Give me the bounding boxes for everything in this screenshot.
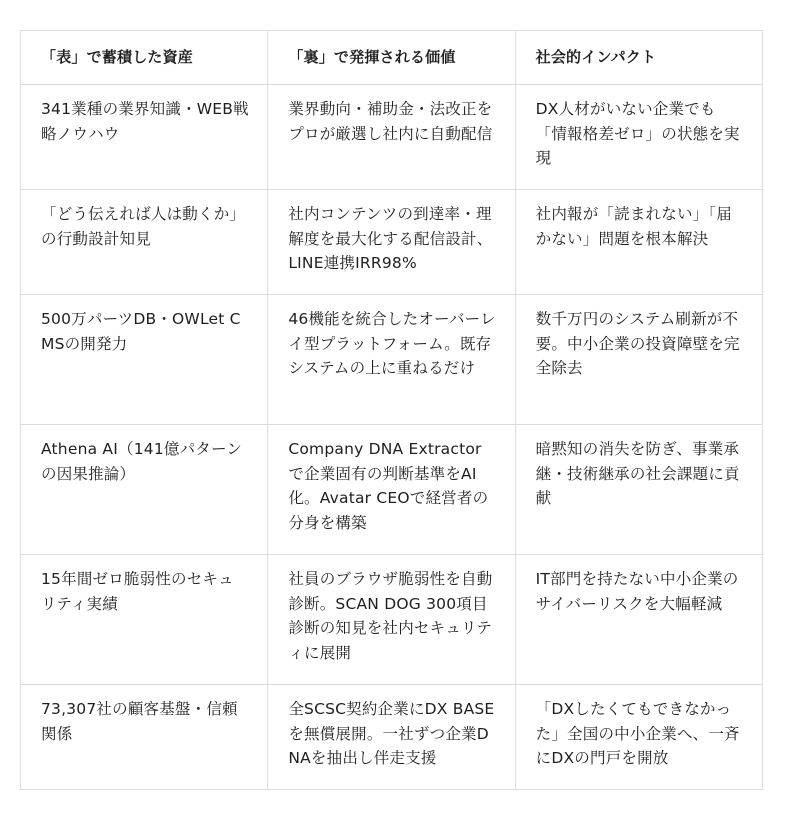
header-social-impact: 社会的インパクト [515, 31, 762, 85]
cell-value: 社内コンテンツの到達率・理解度を最大化する配信設計、LINE連携IRR98% [268, 190, 515, 295]
cell-impact: 数千万円のシステム刷新が不要。中小企業の投資障壁を完全除去 [515, 295, 762, 425]
table-header [21, 31, 763, 85]
table-row [21, 85, 763, 190]
cell-impact: 暗黙知の消失を防ぎ、事業承継・技術継承の社会課題に貢献 [515, 425, 762, 555]
cell-value: Company DNA Extractorで企業固有の判断基準をAI化。Avatar CEOで経営者の分身を構築 [268, 425, 515, 555]
cell-value: 46機能を統合したオーバーレイ型プラットフォーム。既存システムの上に重ねるだけ [268, 295, 515, 425]
asset-value-impact-table [20, 30, 763, 790]
cell-asset: 「どう伝えれば人は動くか」の行動設計知見 [21, 190, 268, 295]
cell-value: 全SCSC契約企業にDX BASEを無償展開。一社ずつ企業DNAを抽出し伴走支援 [268, 685, 515, 790]
cell-impact: 社内報が「読まれない」「届かない」問題を根本解決 [515, 190, 762, 295]
table-row [21, 685, 763, 790]
header-assets: 「表」で蓄積した資産 [21, 31, 268, 85]
cell-impact: DX人材がいない企業でも「情報格差ゼロ」の状態を実現 [515, 85, 762, 190]
table-body [21, 85, 763, 790]
cell-asset: 500万パーツDB・OWLet CMSの開発力 [21, 295, 268, 425]
table-header-row [21, 31, 763, 85]
header-value: 「裏」で発揮される価値 [268, 31, 515, 85]
cell-value: 社員のブラウザ脆弱性を自動診断。SCAN DOG 300項目診断の知見を社内セキュリティに展開 [268, 555, 515, 685]
cell-asset: 341業種の業界知識・WEB戦略ノウハウ [21, 85, 268, 190]
cell-value: 業界動向・補助金・法改正をプロが厳選し社内に自動配信 [268, 85, 515, 190]
cell-impact: 「DXしたくてもできなかった」全国の中小企業へ、一斉にDXの門戸を開放 [515, 685, 762, 790]
cell-asset: Athena AI（141億パターンの因果推論） [21, 425, 268, 555]
cell-asset: 73,307社の顧客基盤・信頼関係 [21, 685, 268, 790]
cell-asset: 15年間ゼロ脆弱性のセキュリティ実績 [21, 555, 268, 685]
cell-impact: IT部門を持たない中小企業のサイバーリスクを大幅軽減 [515, 555, 762, 685]
table-row [21, 295, 763, 425]
table-row [21, 425, 763, 555]
table-row [21, 555, 763, 685]
table-row [21, 190, 763, 295]
